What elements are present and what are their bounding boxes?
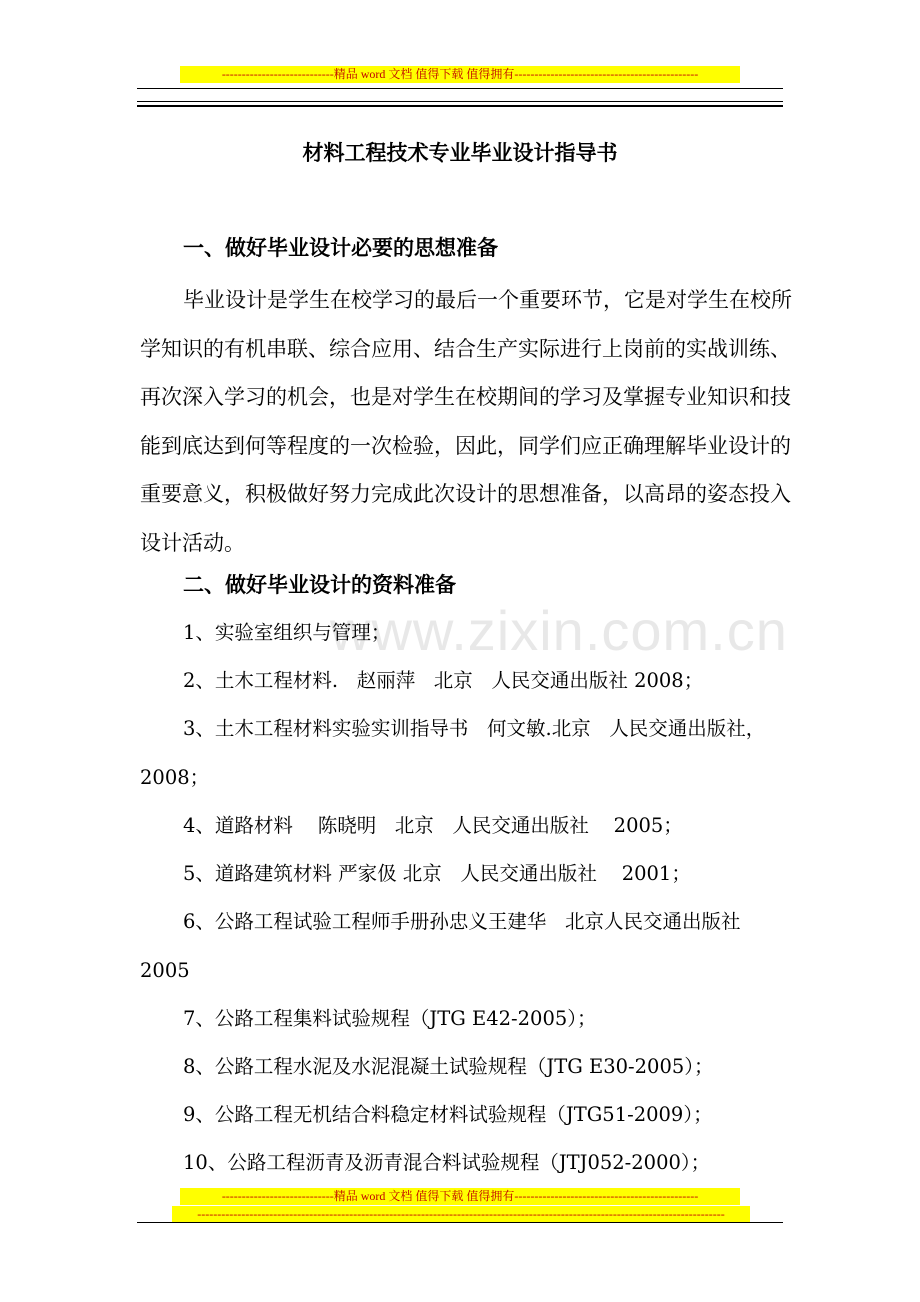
reference-item: 5、道路建筑材料 严家伋 北京 人民交通出版社 2001； [183, 862, 691, 885]
reference-item: 9、公路工程无机结合料稳定材料试验规程（JTG51-2009）； [183, 1103, 713, 1126]
reference-item: 8、公路工程水泥及水泥混凝土试验规程（JTG E30-2005）； [183, 1055, 714, 1078]
reference-item: 7、公路工程集料试验规程（JTG E42-2005）； [183, 1007, 597, 1030]
reference-item: 1、实验室组织与管理； [183, 621, 391, 644]
reference-item: 4、道路材料 陈晓明 北京 人民交通出版社 2005； [183, 814, 683, 837]
footer-banner: ----------------------------精品 word 文档 值得下载 值得拥有---------------------------------------------- [180, 1188, 740, 1205]
document-title: 材料工程技术专业毕业设计指导书 [302, 140, 618, 165]
reference-item: 6、公路工程试验工程师手册孙忠义王建华 北京人民交通出版社 2005 [140, 910, 753, 982]
reference-item: 2、土木工程材料. 赵丽萍 北京 人民交通出版社 2008； [183, 669, 704, 692]
reference-item: 3、土木工程材料实验实训指导书 何文敏.北京 人民交通出版社，2008； [140, 717, 766, 789]
reference-item: 10、公路工程沥青及沥青混合料试验规程（JTJ052-2000）； [183, 1151, 711, 1174]
watermark: www.zixin.com.cn [330, 599, 788, 662]
section-paragraph-1: 毕业设计是学生在校学习的最后一个重要环节，它是对学生在校所学知识的有机串联、综合应用、结合生产实际进行上岗前的实战训练、再次深入学习的机会，也是对学生在校期间的学习及掌握专业知识和技能到底达到何等程度的一次检验，因此，同学们应正确理解毕业设计的重要意义，积极做好努力完成此次设计的思想准备，以高昂的姿态投入设计活动。 [140, 288, 792, 555]
header-rule-double-top [137, 101, 783, 102]
header-rule [137, 88, 783, 89]
header-banner: ----------------------------精品 word 文档 值得下载 值得拥有---------------------------------------------- [180, 66, 740, 83]
section-heading-1: 一、做好毕业设计必要的思想准备 [183, 235, 498, 260]
header-rule-double-bottom [137, 105, 783, 107]
footer-banner-dashes: ------------------------------------------------------------------------------------------------------------------------------------ [172, 1206, 750, 1223]
footer-rule [137, 1222, 783, 1223]
section-heading-2: 二、做好毕业设计的资料准备 [183, 572, 456, 597]
